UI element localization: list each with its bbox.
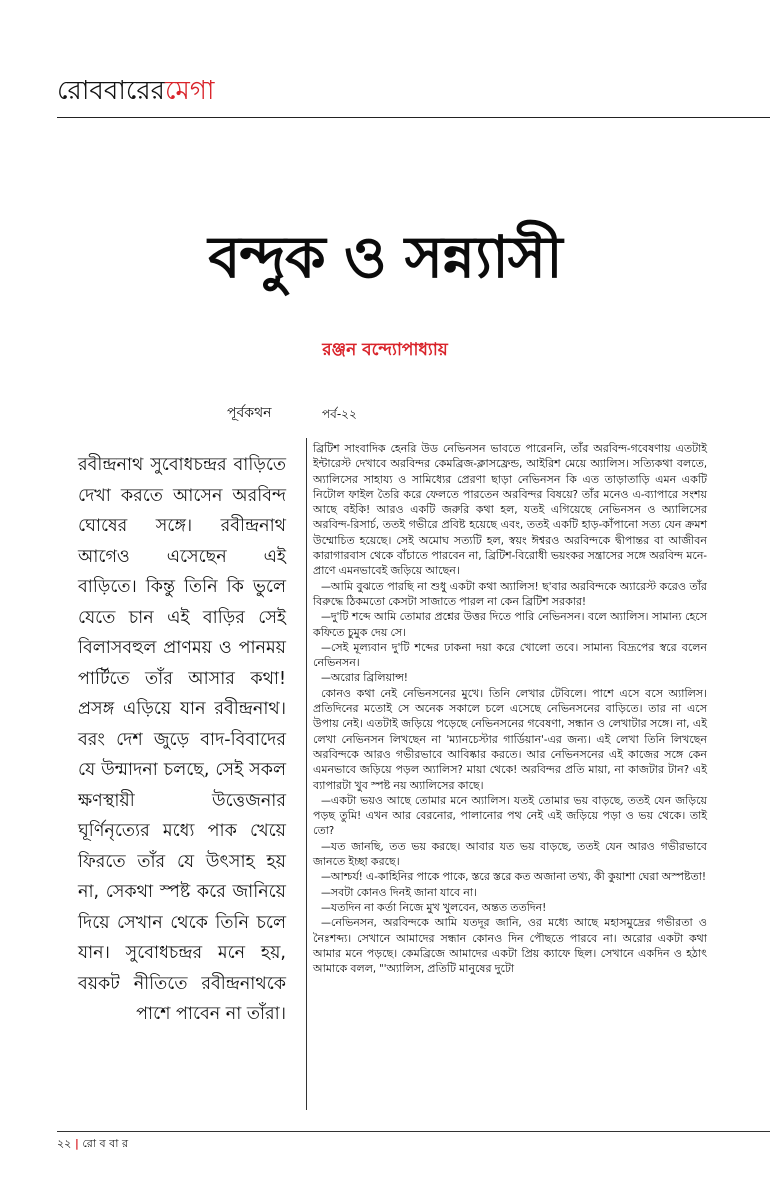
body-paragraph: —সবটা কোনও দিনই জানা যাবে না। [321,885,477,899]
body-paragraph: কোনও কথা নেই নেভিনসনের মুখে। তিনি লেখার টেবিলে। পাশে এসে বসে অ্যালিস। প্রতিদিনের মতোই সে অনেক সকালে চলে এসেছে নেভিনসনের বাড়িতে। তার না এসে উপায় নেই। এতটাই জড়িয়ে পড়েছে নেভিনসনের গবেষণা, সন্ধান ও লেখাটার সঙ্গে। না, এই লেখা নেভিনসন লিখছেন না 'ম্যানচেস্টার গার্ডিয়ান'-এর জন্য। এই লেখা তিনি লিখছেন অরবিন্দকে আরও গভীরভাবে আবিষ্কার করতে। আর নেভিনসনের এই কাজের সঙ্গে কেন এমনভাবে জড়িয়ে পড়ল অ্যালিস? মায়া থেকে! অরবিন্দর প্রতি মায়া, না কাজটার টান? এই ব্যাপারটা খুব স্পষ্ট নয় অ্যালিসের কাছে। [313,686,707,792]
body-paragraph: —আশ্চর্য! এ-কাহিনির পাকে পাকে, স্তরে স্তরে কত অজানা তথ্য, কী কুয়াশা ঘেরা অস্পষ্টতা! [321,870,706,884]
body-paragraph: —আমি বুঝতে পারছি না শুধু একটা কথা অ্যালিস! ছ'বার অরবিন্দকে অ্যারেস্ট করেও তাঁর বিরুদ্ধে ঠিকমতো কেসটা সাজাতে পারল না কেন ব্রিটিশ সরকার! [313,579,707,608]
footer-separator: | [74,1137,79,1150]
header-divider [57,117,770,118]
body-paragraph: —অরোর ব্রিলিয়ান্স! [321,671,408,685]
body-paragraph: —নেভিনসন, অরবিন্দকে আমি যতদূর জানি, ওর মধ্যে আছে মহাসমুদ্রের গভীরতা ও নৈঃশব্দ্য। সেখানে আমাদের সন্ধান কোনও দিন পৌছতে পারবে না। অরোর একটা কথা আমার মনে পড়ছে। কেমব্রিজে আমাদের একটা প্রিয় ক্যাফে ছিল। সেখানে একদিন ও হঠাৎ আমাকে বলল, "'অ্যালিস, প্রতিটি মানুষের দুটো [313,916,707,976]
section-header [57,76,214,106]
body-paragraph: —যতদিন না কর্তা নিজে মুখ খুলবেন, অন্তত ততদিন! [321,900,547,914]
page-number: ২২ [57,1137,72,1150]
header-highlight: মেগা [164,76,215,106]
article-body [313,441,707,976]
synopsis-text: রবীন্দ্রনাথ সুবোধচন্দ্রর বাড়িতে দেখা করতে আসেন অরবিন্দ ঘোষের সঙ্গে। রবীন্দ্রনাথ আগেও এসেছেন এই বাড়িতে। কিন্তু তিনি কি ভুলে যেতে চান এই বাড়ির সেই বিলাসবহুল প্রাণময় ও পানময় পার্টিতে তাঁর আসার কথা! প্রসঙ্গ এড়িয়ে যান রবীন্দ্রনাথ। বরং দেশ জুড়ে বাদ-বিবাদের যে উন্মাদনা চলছে, সেই সকল ক্ষণস্থায়ী উত্তেজনার ঘূর্ণিনৃত্যের মধ্যে পাক খেয়ে ফিরতে তাঁর যে উৎসাহ হয় না, সেকথা স্পষ্ট করে জানিয়ে দিয়ে সেখান থেকে তিনি চলে যান। সুবোধচন্দ্রর মনে হয়, বয়কট নীতিতে রবীন্দ্রনাথকে পাশে পাবেন না তাঁরা। [78,455,286,1024]
footer-divider [57,1131,770,1132]
part-number: পর্ব-২২ [322,407,357,421]
body-paragraph: ব্রিটিশ সাংবাদিক হেনরি উড নেভিনসন ভাবতে পারেননি, তাঁর অরবিন্দ-গবেষণায় এতটাই ইন্টারেস্ট দেখাবে অরবিন্দর কেমব্রিজ-ক্লাসফ্রেন্ড, আইরিশ মেয়ে অ্যালিস। সত্যিকথা বলতে, অ্যালিসের সাহায্য ও সামিধ্যের প্রেরণা ছাড়া নেভিনসন কি এত তাড়াতাড়ি এমন একটি নিটোল ফাইল তৈরি করে ফেলতে পারতেন অরবিন্দর বিষয়ে? তাঁর মনেও এ-ব্যাপারে সংশয় আছে বইকি! আরও একটি জরুরি কথা হল, যতই এগিয়েছে নেভিনসন ও অ্যালিসের অরবিন্দ-রিসার্চ, ততই গভীরে প্রবিষ্ট হয়েছে এবং, ততই একটি হাড়-কাঁপানো সত্য যেন ক্রমশ উম্মোচিত হয়েছে। সেই অমোঘ সত্যটি হল, স্বয়ং ঈশ্বরও অরবিন্দকে দ্বীপান্তর বা আজীবন কারাগারবাস থেকে বাঁচাতে পারবেন না, ব্রিটিশ-বিরোধী ভয়ংকর সন্ত্রাসের সঙ্গে অরবিন্দ মনে-প্রাণে এমনভাবেই জড়িয়ে আছেন। [313,442,707,578]
magazine-name: রো ব বা র [82,1137,129,1150]
body-paragraph: —সেই মূল্যবান দু'টি শব্দের ঢাকনা দয়া করে খোলো তবে। সামান্য বিদ্রূপের স্বরে বলেন নেভিনসন। [313,640,707,670]
body-paragraph: —দু'টি শব্দে আমি তোমার প্রশ্নের উত্তর দিতে পারি নেভিনসন। বলে অ্যালিস। সামান্য হেসে কফিতে চুমুক দেয় সে। [313,610,707,639]
page-footer [57,1137,128,1151]
header-prefix: রোববারের [57,76,165,106]
body-paragraph: —একটা ভয়ও আছে তোমার মনে অ্যালিস। যতই তোমার ভয় বাড়ছে, ততই যেন জড়িয়ে পড়ছ তুমি! এখন আর বেরনোর, পালানোর পথ নেই এই জড়িয়ে পড়া ও ভয় থেকে। তাই তো? [313,793,707,838]
column-divider [306,438,307,1110]
synopsis-label: পূর্বকথন [227,405,272,421]
story-title: বন্দুক ও সন্ন্যাসী [208,223,562,291]
body-paragraph: —যত জানছি, তত ভয় করছে। আবার যত ভয় বাড়ছে, ততই যেন আরও গভীরভাবে জানতে ইচ্ছা করছে। [313,839,707,869]
author-name: রঞ্জন বন্দ্যোপাধ্যায় [322,340,448,360]
